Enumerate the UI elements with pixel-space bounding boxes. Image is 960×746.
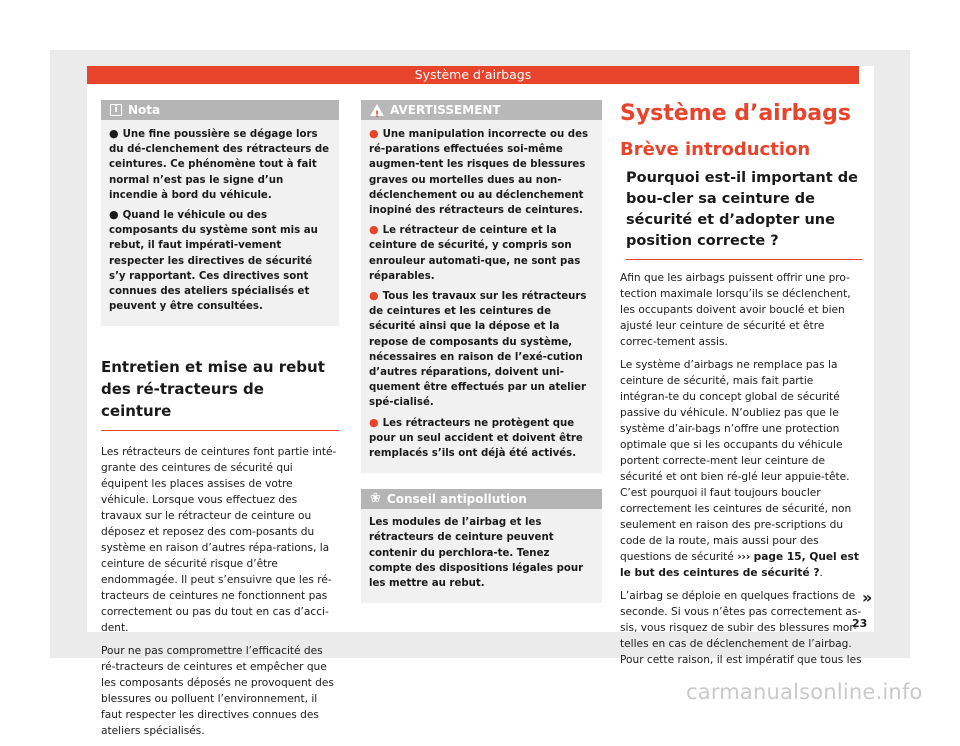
eco-header — [361, 489, 602, 509]
column-right — [620, 100, 862, 675]
warning-item: ● Tous les travaux sur les rétracteurs de ceintures et les ceintures de sécurité ainsi que la dépose et la repose de composants du système, nécessaires en raison de l’exé-cution d’autres réparations, doivent uni-quement être effectués par un atelier spé-cialisé. — [369, 289, 587, 409]
nota-item: ● Une fine poussière se dégage lors du dé-clenchement des rétracteurs de ceintures. Ce phénomène tout à fait normal n’est pas le signe d’un incendie à bord du véhicule. — [109, 127, 330, 201]
column-left — [101, 100, 339, 746]
paragraph: Pour ne pas compromettre l’efficacité des ré-tracteurs de ceintures et empêcher que les composants déposés ne provoquent des blessures ou polluent l’environnement, il faut respecter les directives connues des ateliers spécialisés. — [101, 645, 334, 738]
info-icon: i — [110, 104, 122, 116]
bullet-icon: ● — [369, 223, 379, 237]
reference-arrows: ››› — [737, 551, 751, 563]
warning-header — [361, 100, 602, 120]
bullet-icon: ● — [109, 127, 119, 140]
paragraph: Le système d’airbags ne remplace pas la ceinture de sécurité, mais fait partie intégran-te du concept global de sécurité passive du véhicule. N’oubliez pas que le système d’air-bags n’offre une protection optimale que si les occupants du véhicule portent correcte-ment leur ceinture de sécurité et ont bien ré-glé leur appuie-tête. C’est pourquoi il faut toujours boucler correctement les ceintures de sécurité, non seulement en raison des pre-scriptions du code de la route, mais aussi pour des questions de sécurité ››› page 15, Quel est le but des ceintures de sécurité ?. — [620, 359, 859, 579]
warning-title: AVERTISSEMENT — [390, 103, 501, 117]
section-heading-maintenance: Entretien et mise au rebut des ré-tracteurs de ceinture — [101, 356, 339, 431]
section-subtitle: Brève introduction — [620, 139, 811, 160]
nota-box — [101, 100, 339, 326]
warning-item: ● Les rétracteurs ne protègent que pour un seul accident et doivent être remplacés s’ils ont déjà été activés. — [369, 415, 583, 460]
eco-body — [361, 509, 602, 603]
warning-item: ● Une manipulation incorrecte ou des ré-parations effectuées soi-même augmen-tent les risques de blessures graves ou mortelles dues au non-déclenchement ou au déclenchement inopiné des rétracteurs de ceintures. — [369, 127, 589, 217]
nota-item: ● Quand le véhicule ou des composants du système sont mis au rebut, il faut impérati-vement respecter les directives de sécurité s’y rapportant. Ces directives sont connues des ateliers spécialisés et peuvent y être consultées. — [109, 208, 318, 313]
flower-icon: ❀ — [370, 491, 381, 507]
question-heading: Pourquoi est-il important de bou-cler sa ceinture de sécurité et d’adopter une position correcte ? — [626, 168, 862, 260]
continue-marker: » — [862, 588, 873, 607]
chapter-title: Système d’airbags — [620, 101, 851, 126]
watermark: carmanualsonline.info — [686, 680, 923, 704]
bullet-icon: ● — [369, 415, 379, 429]
warning-box — [361, 100, 602, 473]
paragraph: Afin que les airbags puissent offrir une pro-tection maximale lorsqu’ils se déclenchent, les occupants doivent avoir bouclé et bien ajusté leur ceinture de sécurité et être correc-tement assis. — [620, 272, 851, 348]
bullet-icon: ● — [369, 127, 379, 140]
warning-item: ● Le rétracteur de ceinture et la ceinture de sécurité, y compris son enrouleur automati-que, ne sont pas réparables. — [369, 223, 581, 282]
nota-body — [101, 120, 339, 326]
page-reference-link[interactable]: page 15, Quel est le but des ceintures de sécurité ? — [620, 551, 859, 579]
eco-text: Les modules de l’airbag et les rétracteurs de ceinture peuvent contenir du perchlora-te. Tenez compte des dispositions légales pour les mettre au rebut. — [369, 517, 584, 590]
paragraph: Les rétracteurs de ceintures font partie inté-grante des ceintures de sécurité qui équipent les places assises de votre véhicule. Lorsque vous effectuez des travaux sur le rétracteur de ceinture ou déposez et reposez des com-posants du système en raison d’autres répa-rations, la ceinture de sécurité risque d’être endommagée. Il peut s’ensuivre que les ré-tracteurs de ceintures ne fonctionnent pas correctement ou pas du tout en cas d’acci-dent. — [101, 446, 337, 635]
bullet-icon: ● — [369, 289, 379, 303]
eco-title: Conseil antipollution — [386, 492, 527, 507]
chapter-header: Système d’airbags — [87, 66, 859, 84]
bullet-icon: ● — [109, 208, 119, 222]
nota-title: Nota — [128, 103, 161, 117]
nota-header — [101, 100, 339, 120]
column-middle — [361, 100, 602, 603]
warning-triangle-icon — [370, 104, 384, 116]
page-number: 23 — [852, 617, 868, 630]
warning-body — [361, 120, 602, 473]
paragraph: L’airbag se déploie en quelques fractions de seconde. Si vous n’êtes pas correctement as-sis, vous risquez de subir des blessures mor-telles en cas de déclenchement de l’airbag. Pour cette raison, il est impératif que tous les — [620, 590, 862, 666]
eco-box — [361, 489, 602, 603]
